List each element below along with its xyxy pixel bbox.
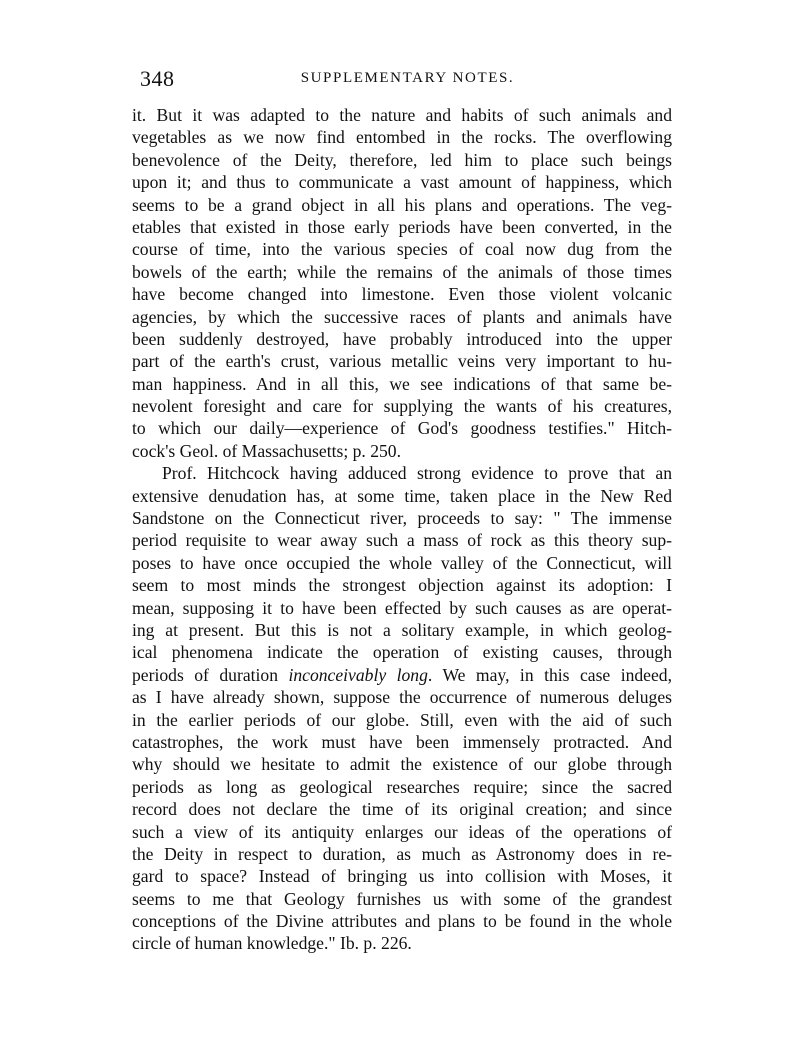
text-line: been suddenly destroyed, have probably introduced into the upper xyxy=(132,328,672,349)
text-line: agencies, by which the successive races of plants and animals have xyxy=(132,306,672,327)
text-line: have become changed into limestone. Even those violent volcanic xyxy=(132,284,672,305)
text-line: record does not declare the time of its original creation; and since xyxy=(132,799,672,820)
text-run: . We may, in this case indeed, xyxy=(427,664,672,685)
text-line: etables that existed in those early periods have been converted, in the xyxy=(132,216,672,237)
text-line: upon it; and thus to communicate a vast amount of happiness, which xyxy=(132,172,672,193)
text-line: ing at present. But this is not a solitary example, in which geolog- xyxy=(132,619,672,640)
italic-phrase: inconceivably long xyxy=(288,664,428,685)
text-line: to which our daily—experience of God's goodness testifies." Hitch- xyxy=(132,418,672,439)
text-line: periods as long as geological researches require; since the sacred xyxy=(132,776,672,797)
paragraph-quote-continuation xyxy=(132,104,672,462)
text-line: seems to me that Geology furnishes us with some of the grandest xyxy=(132,888,672,909)
text-line: mean, supposing it to have been effected by such causes as are operat- xyxy=(132,597,672,618)
text-line: it. But it was adapted to the nature and habits of such animals and xyxy=(132,105,672,125)
text-line: seem to most minds the strongest objection against its adoption: I xyxy=(132,575,672,596)
text-line: Prof. Hitchcock having adduced strong evidence to prove that an xyxy=(162,463,672,484)
text-line: the Deity in respect to duration, as much as Astronomy does in re- xyxy=(132,843,672,864)
text-line: catastrophes, the work must have been immensely protracted. And xyxy=(132,731,672,752)
text-line: benevolence of the Deity, therefore, led him to place such beings xyxy=(132,149,672,170)
text-line: period requisite to wear away such a mass of rock as this theory sup- xyxy=(132,530,672,551)
text-line: such a view of its antiquity enlarges our ideas of the operations of xyxy=(132,821,672,842)
text-line-with-italic xyxy=(132,664,672,686)
body-text xyxy=(132,104,672,955)
text-run: periods of duration xyxy=(132,664,289,685)
text-line: ical phenomena indicate the operation of existing causes, through xyxy=(132,642,672,663)
text-line: gard to space? Instead of bringing us into collision with Moses, it xyxy=(132,866,672,887)
text-line: in the earlier periods of our globe. Still, even with the aid of such xyxy=(132,709,672,730)
text-line: cock's Geol. of Massachusetts; p. 250. xyxy=(132,440,401,461)
running-title: SUPPLEMENTARY NOTES. xyxy=(300,70,515,86)
paragraph-hitchcock xyxy=(132,462,672,955)
text-line: Sandstone on the Connecticut river, proceeds to say: " The immense xyxy=(132,508,672,529)
page-number: 348 xyxy=(140,66,175,91)
text-line: extensive denudation has, at some time, taken place in the New Red xyxy=(132,485,672,506)
text-line: vegetables as we now find entombed in the rocks. The overflowing xyxy=(132,127,672,148)
text-line: course of time, into the various species of coal now dug from the xyxy=(132,239,672,260)
text-line: as I have already shown, suppose the occurrence of numerous deluges xyxy=(132,687,672,708)
running-header xyxy=(140,66,675,92)
text-line: poses to have once occupied the whole valley of the Connecticut, will xyxy=(132,552,672,573)
text-line: bowels of the earth; while the remains of the animals of those times xyxy=(132,261,672,282)
text-line: part of the earth's crust, various metallic veins very important to hu- xyxy=(132,351,672,372)
text-line: why should we hesitate to admit the existence of our globe through xyxy=(132,754,672,775)
text-line: conceptions of the Divine attributes and plans to be found in the whole xyxy=(132,911,672,932)
text-line: man happiness. And in all this, we see indications of that same be- xyxy=(132,373,672,394)
text-line: seems to be a grand object in all his plans and operations. The veg- xyxy=(132,194,672,215)
text-line: nevolent foresight and care for supplying the wants of his creatures, xyxy=(132,396,672,417)
text-line: circle of human knowledge." Ib. p. 226. xyxy=(132,933,412,954)
